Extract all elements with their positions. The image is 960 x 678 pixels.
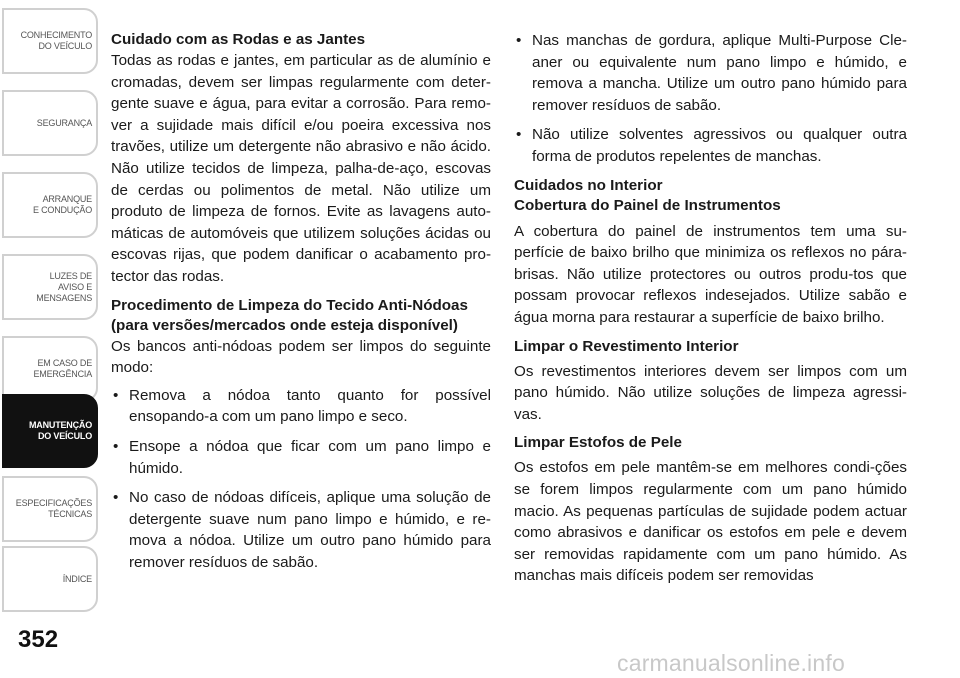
- list-item: • Não utilize solventes agressivos ou qualquer outra forma de produtos repelentes de manchas.: [514, 124, 907, 167]
- list-item: • Ensope a nódoa que ficar com um pano limpo e húmido.: [111, 436, 491, 479]
- tab-luzes-de-aviso[interactable]: [2, 254, 98, 320]
- list-item: • Nas manchas de gordura, aplique Multi-Purpose Cle-aner ou equivalente num pano limpo e húmido, e remova a mancha. Utilize um outro pano húmido para remover resíduos de sabão.: [514, 30, 907, 116]
- tab-arranque-e-conducao[interactable]: [2, 172, 98, 238]
- tab-seguranca[interactable]: [2, 90, 98, 156]
- paragraph-revestimento-interior: Os revestimentos interiores devem ser limpos com um pano húmido. Não utilize soluções de limpeza agressi-vas.: [514, 362, 907, 423]
- heading-estofos-pele: Limpar Estofos de Pele: [514, 434, 682, 452]
- tab-label: MANUTENÇÃO DO VEÍCULO: [29, 420, 92, 441]
- paragraph-bancos-anti-nodoas: Os bancos anti-nódoas podem ser limpos do seguinte modo:: [111, 337, 491, 377]
- tab-label: EM CASO DE EMERGÊNCIA: [33, 358, 92, 379]
- page-number: 352: [18, 626, 59, 653]
- right-column: [514, 30, 907, 587]
- tab-label: SEGURANÇA: [36, 117, 92, 128]
- tab-label: ÍNDICE: [62, 573, 92, 584]
- watermark: carmanualsonline.info: [617, 650, 845, 676]
- tab-label: LUZES DE AVISO E MENSAGENS: [36, 270, 92, 303]
- heading-rodas-jantes: Cuidado com as Rodas e as Jantes: [111, 31, 366, 48]
- chapter-sidebar: [0, 0, 102, 678]
- left-column: [111, 30, 491, 581]
- tab-especificacoes-tecnicas[interactable]: [2, 476, 98, 542]
- tab-label: ARRANQUE E CONDUÇÃO: [32, 194, 92, 215]
- heading-tecido-anti-nodoas: Procedimento de Limpeza do Tecido Anti-Nódoas (para versões/mercados onde esteja disponível): [111, 296, 468, 334]
- tab-label: CONHECIMENTO DO VEÍCULO: [20, 30, 92, 51]
- right-bullet-list: [514, 30, 907, 168]
- paragraph-estofos-pele: Os estofos em pele mantêm-se em melhores condi-ções se forem limpos regularmente com um pano húmido macio. As pequenas partículas de sujidade podem actuar como abrasivos e danificar os estofos em pele e devem ser removidas rapidamente com um pano húmido. As manchas mais difíceis podem ser removidas: [514, 459, 907, 585]
- heading-cuidados-interior: Cuidados no Interior: [514, 176, 663, 194]
- heading-cobertura-painel: Cobertura do Painel de Instrumentos: [514, 196, 781, 214]
- paragraph-rodas-jantes: Todas as rodas e jantes, em particular as de alumínio e cromadas, devem ser limpas regularmente com deter-gente suave e água, para evitar a corrosão. Para remo-ver a sujidade mais difícil e/ou poeira excessiva nos travões, utilize um detergente não abrasivo e não ácido. Não utilize tecidos de limpeza, palha-de-aço, escovas de cerdas ou polimentos de metal. Não utilize um produto de limpeza de fornos. Evite as lavagens auto-máticas de automóveis que utilizem soluções ácidas ou escovas rijas, que podem danificar o acabamento pro-tector das rodas.: [111, 52, 491, 285]
- list-item: • No caso de nódoas difíceis, aplique uma solução de detergente suave num pano limpo e húmido, e re-mova a nódoa. Utilize um outro pano húmido para remover resíduos de sabão.: [111, 487, 491, 573]
- tab-conhecimento-do-veiculo[interactable]: [2, 8, 98, 74]
- heading-revestimento-interior: Limpar o Revestimento Interior: [514, 337, 739, 355]
- paragraph-cobertura-painel: A cobertura do painel de instrumentos tem uma su-perfície de baixo brilho que minimiza os reflexos no pára-brisas. Não utilize protectores ou outros produ-tos que possam provocar reflexos indesejados. Utilize sabão e água morna para restaurar a superfície de baixo brilho.: [514, 222, 907, 326]
- left-bullet-list: [111, 385, 491, 574]
- tab-manutencao-do-veiculo[interactable]: [2, 394, 98, 468]
- list-item: • Remova a nódoa tanto quanto for possível ensopando-a com um pano limpo e seco.: [111, 385, 491, 428]
- tab-em-caso-de-emergencia[interactable]: [2, 336, 98, 402]
- tab-label: ESPECIFICAÇÕES TÉCNICAS: [15, 498, 92, 519]
- tab-indice[interactable]: [2, 546, 98, 612]
